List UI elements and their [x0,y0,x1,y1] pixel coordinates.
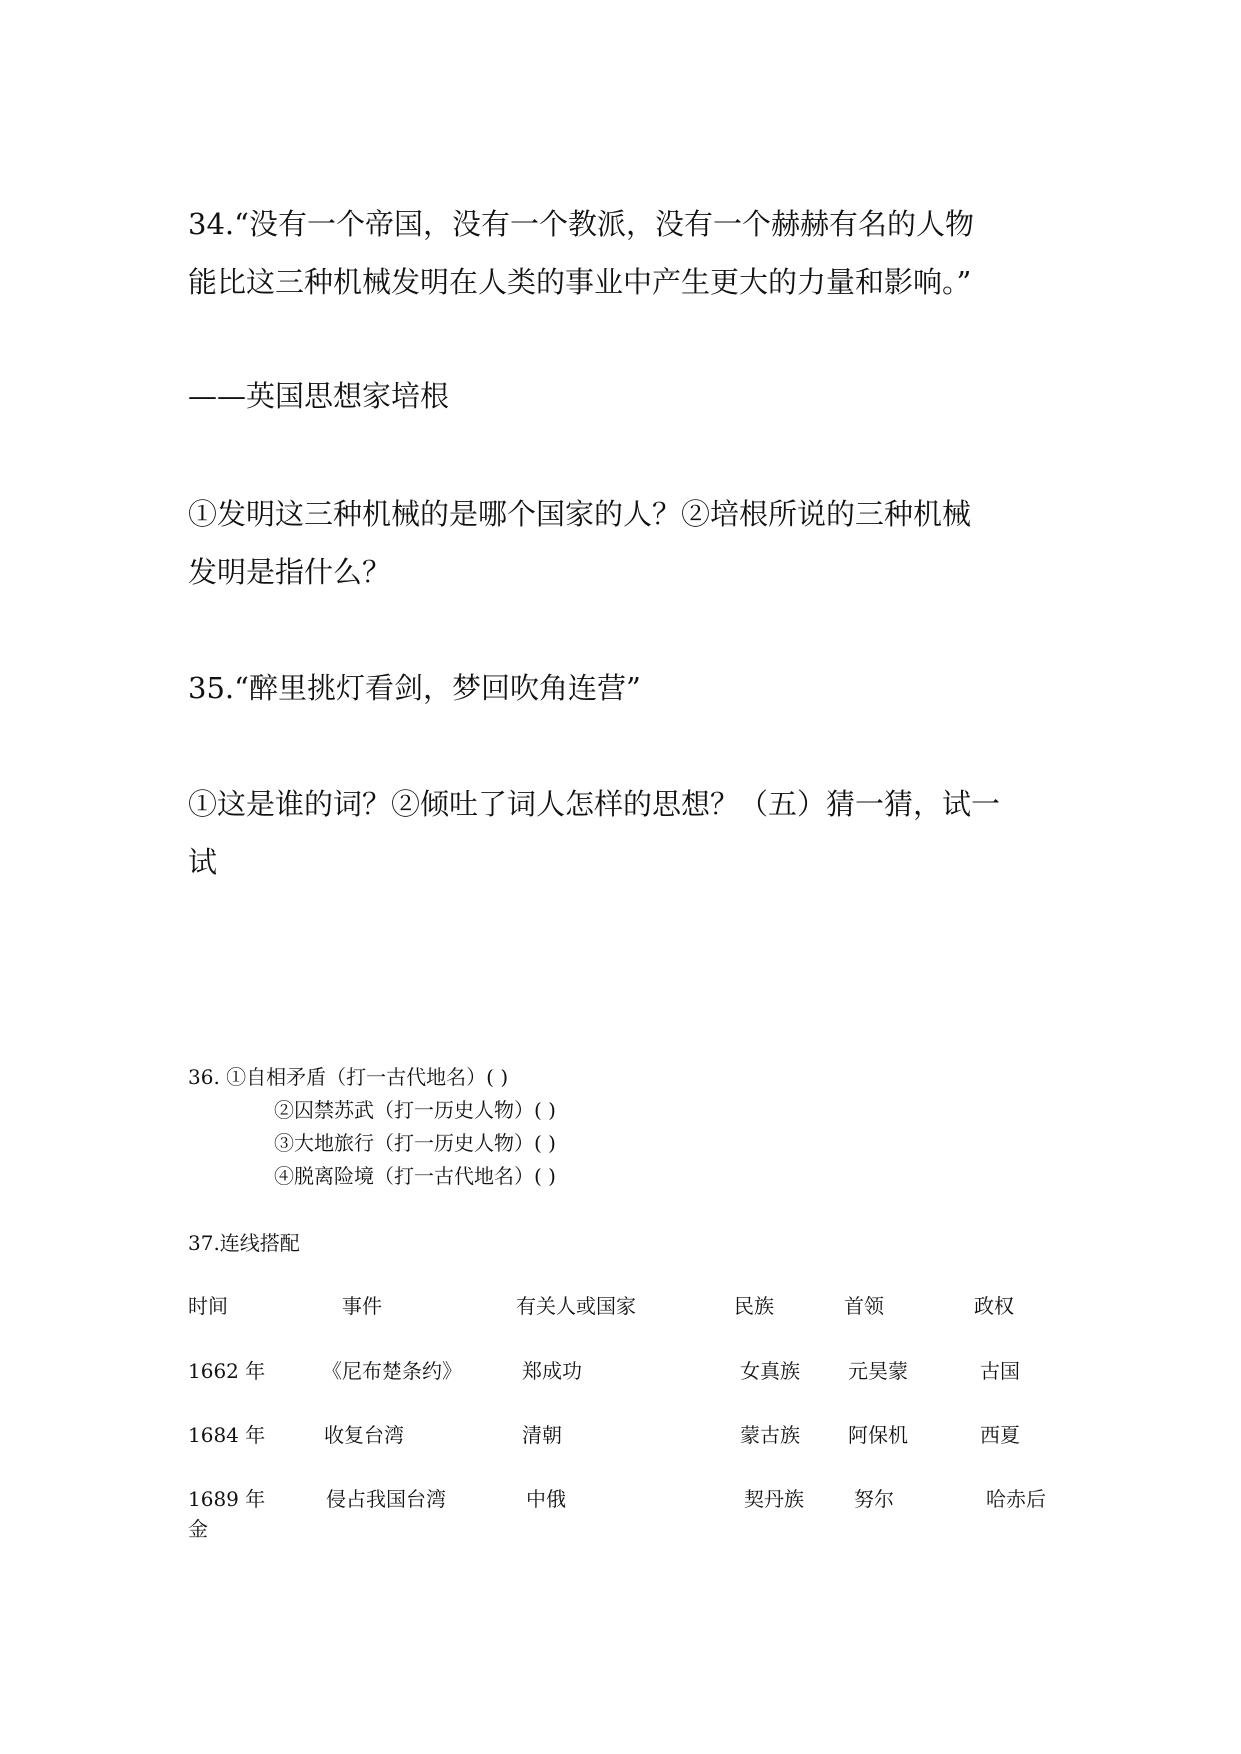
table-row-2-leader: 阿保机 [848,1423,908,1447]
q34-prompt-line-1: ①发明这三种机械的是哪个国家的人？②培根所说的三种机械 [188,497,972,531]
q36-item-1: 36. ①自相矛盾（打一古代地名）( ) [188,1065,509,1089]
table-row-2-ethnic: 蒙古族 [740,1423,800,1447]
table-row-2-time: 1684 年 [188,1423,266,1447]
table-row-3-person: 中俄 [526,1487,566,1511]
table-row-1-ethnic: 女真族 [740,1359,800,1383]
header-event: 事件 [342,1294,382,1318]
header-time: 时间 [188,1294,228,1318]
header-person-or-country: 有关人或国家 [516,1294,636,1318]
table-row-1-time: 1662 年 [188,1359,266,1383]
table-row-3-wrap: 金 [188,1517,208,1541]
table-row-3-ethnic: 契丹族 [744,1487,804,1511]
q35-prompt-line-2: 试 [188,845,218,879]
q36-item-2: ②囚禁苏武（打一历史人物）( ) [274,1098,556,1122]
table-row-1-person: 郑成功 [522,1359,582,1383]
table-row-1-regime: 古国 [980,1359,1020,1383]
table-row-3-time: 1689 年 [188,1487,266,1511]
q34-line-1: 34.“没有一个帝国，没有一个教派，没有一个赫赫有名的人物 [188,207,974,241]
q35-line-1: 35.“醉里挑灯看剑，梦回吹角连营” [188,671,641,705]
header-ethnic-group: 民族 [734,1294,774,1318]
q34-line-2: 能比这三种机械发明在人类的事业中产生更大的力量和影响。” [188,265,972,299]
q36-item-4: ④脱离险境（打一古代地名）( ) [274,1164,556,1188]
table-row-1-event: 《尼布楚条约》 [322,1359,462,1383]
q36-item-3: ③大地旅行（打一历史人物）( ) [274,1131,556,1155]
table-row-2-regime: 西夏 [980,1423,1020,1447]
table-row-2-person: 清朝 [522,1423,562,1447]
table-row-3-leader: 努尔 [854,1487,894,1511]
q37-title: 37.连线搭配 [188,1231,300,1255]
q34-attribution: ——英国思想家培根 [188,379,450,413]
q35-prompt-line-1: ①这是谁的词？②倾吐了词人怎样的思想？（五）猜一猜，试一 [188,787,1001,821]
table-row-1-leader: 元昊蒙 [848,1359,908,1383]
table-row-3-event: 侵占我国台湾 [326,1487,446,1511]
table-row-3-regime: 哈赤后 [986,1487,1046,1511]
header-leader: 首领 [844,1294,884,1318]
header-regime: 政权 [974,1294,1014,1318]
table-row-2-event: 收复台湾 [324,1423,404,1447]
q34-prompt-line-2: 发明是指什么？ [188,555,392,589]
